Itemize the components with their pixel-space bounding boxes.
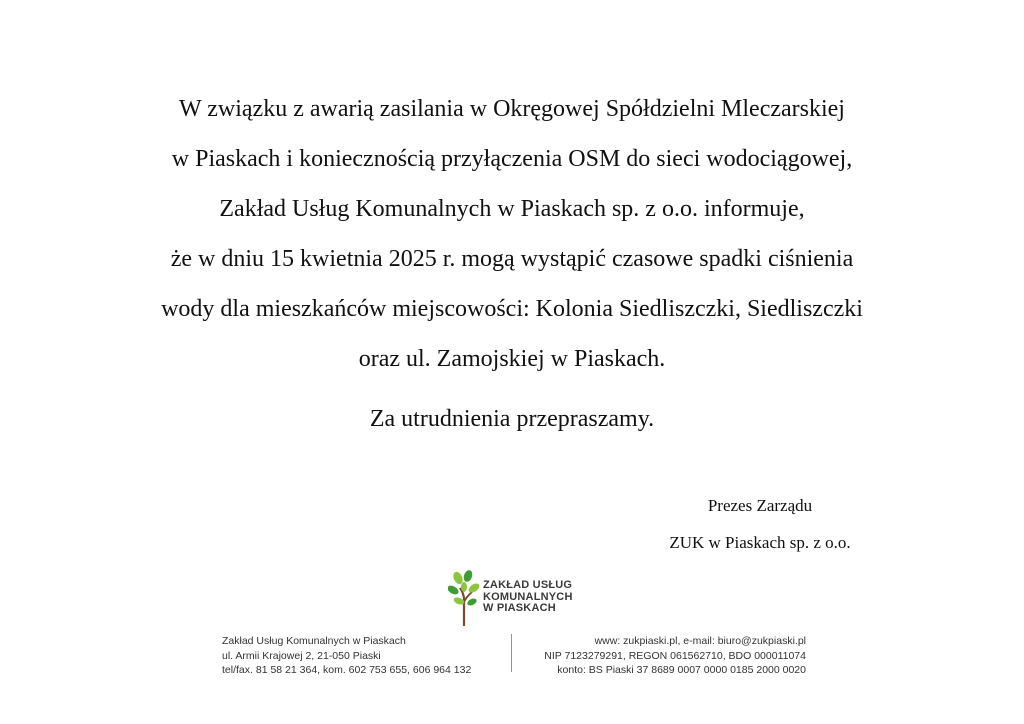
logo-wordmark (483, 580, 573, 615)
notice-line: w Piaskach i koniecznością przyłączenia OSM do sieci wodociągowej, (171, 146, 853, 172)
footer-registry-numbers: NIP 7123279291, REGON 061562710, BDO 000011074 (544, 649, 806, 662)
signature-title: Prezes Zarządu (707, 496, 813, 515)
company-logo (448, 568, 608, 628)
apology-text: Za utrudnienia przepraszamy. (369, 406, 655, 432)
footer-company-name: Zakład Usług Komunalnych w Piaskach (222, 635, 406, 647)
notice-body (40, 84, 984, 384)
notice-line: oraz ul. Zamojskiej w Piaskach. (358, 346, 666, 372)
notice-line: W związku z awarią zasilania w Okręgowej Spółdzielni Mleczarskiej (179, 96, 845, 122)
logo-line: KOMUNALNYCH (483, 590, 573, 603)
notice-line: że w dniu 15 kwietnia 2025 r. mogą wystąpić czasowe spadki ciśnienia (170, 246, 854, 272)
notice-line: wody dla mieszkańców miejscowości: Kolonia Siedliszczki, Siedliszczki (161, 296, 863, 322)
footer-phone: tel/fax. 81 58 21 364, kom. 602 753 655, 606 964 132 (222, 664, 472, 676)
logo-line: ZAKŁAD USŁUG (483, 579, 573, 591)
signature-organization: ZUK w Piaskach sp. z o.o. (669, 533, 851, 552)
footer-bank-account: konto: BS Piaski 37 8689 0007 0000 0185 2000 0020 (557, 664, 806, 676)
notice-line: Zakład Usług Komunalnych w Piaskach sp. z o.o. informuje, (219, 196, 805, 222)
footer-address: ul. Armii Krajowej 2, 21-050 Piaski (222, 649, 381, 662)
footer-web-email: www: zukpiaski.pl, e-mail: biuro@zukpiaski.pl (594, 635, 806, 647)
signature-block (620, 496, 900, 553)
footer-divider (511, 634, 512, 672)
footer-contact-registry (526, 634, 806, 678)
footer-contact-address (222, 634, 471, 678)
logo-line: W PIASKACH (483, 602, 556, 614)
tree-icon (448, 568, 480, 626)
